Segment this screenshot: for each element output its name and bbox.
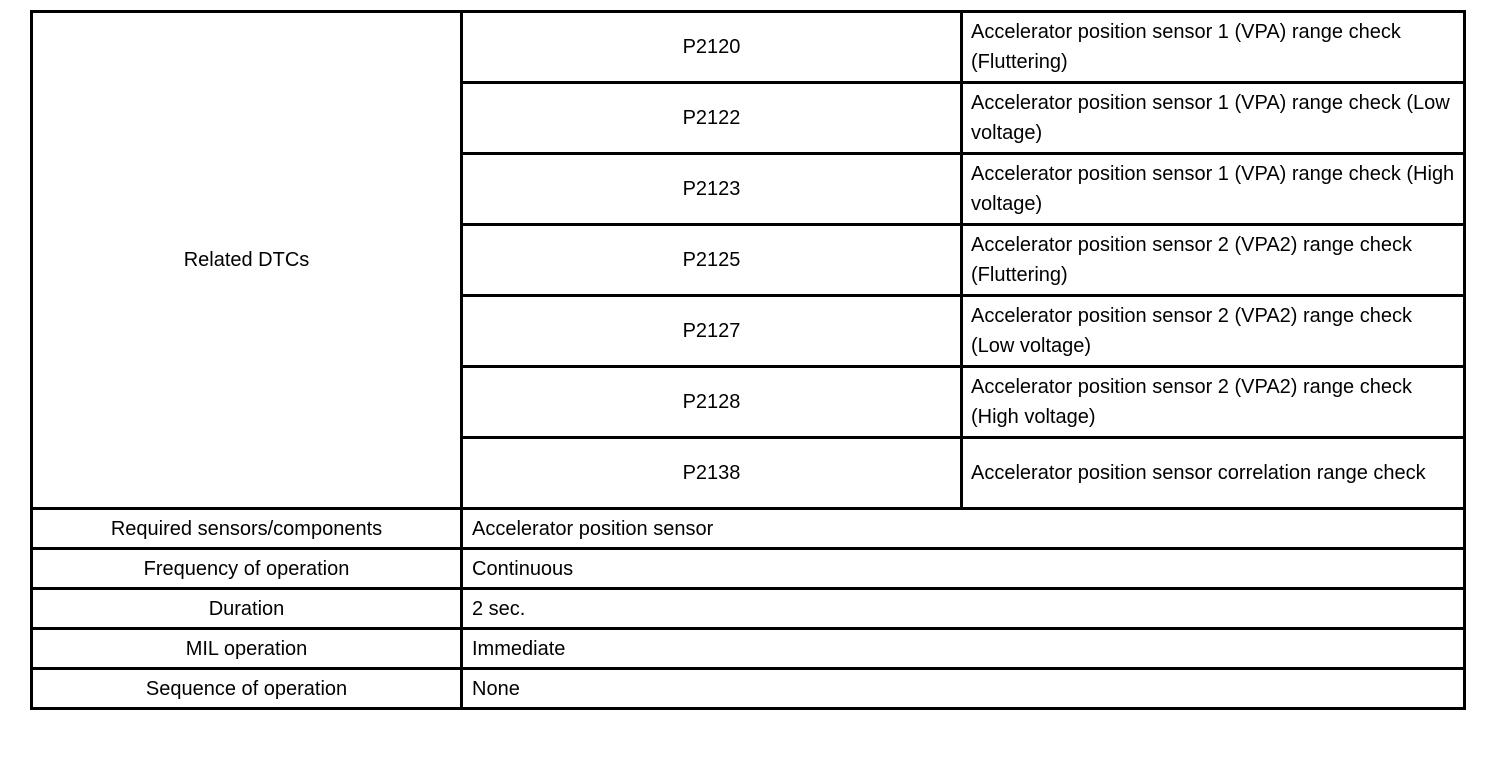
table-row [32,589,1465,629]
dtc-description: Accelerator position sensor 1 (VPA) range check (High voltage) [962,154,1465,225]
duration-value: 2 sec. [462,589,1465,629]
table-row [32,669,1465,709]
related-dtcs-label: Related DTCs [32,12,462,509]
required-sensors-value: Accelerator position sensor [462,509,1465,549]
dtc-code: P2125 [462,225,962,296]
frequency-label: Frequency of operation [32,549,462,589]
duration-label: Duration [32,589,462,629]
required-sensors-label: Required sensors/components [32,509,462,549]
dtc-code: P2128 [462,367,962,438]
dtc-code: P2123 [462,154,962,225]
mil-operation-value: Immediate [462,629,1465,669]
dtc-description: Accelerator position sensor 1 (VPA) range check (Low voltage) [962,83,1465,154]
dtc-description: Accelerator position sensor 2 (VPA2) range check (Low voltage) [962,296,1465,367]
table-row [32,629,1465,669]
dtc-code: P2138 [462,438,962,509]
table-row [32,509,1465,549]
dtc-code: P2120 [462,12,962,83]
sequence-value: None [462,669,1465,709]
frequency-value: Continuous [462,549,1465,589]
monitor-spec-table [30,10,1466,710]
table-row [32,549,1465,589]
dtc-code: P2122 [462,83,962,154]
dtc-description: Accelerator position sensor 2 (VPA2) range check (High voltage) [962,367,1465,438]
dtc-description: Accelerator position sensor correlation range check [962,438,1465,509]
dtc-description: Accelerator position sensor 2 (VPA2) range check (Fluttering) [962,225,1465,296]
dtc-code: P2127 [462,296,962,367]
sequence-label: Sequence of operation [32,669,462,709]
table-row [32,12,1465,83]
mil-operation-label: MIL operation [32,629,462,669]
dtc-description: Accelerator position sensor 1 (VPA) range check (Fluttering) [962,12,1465,83]
